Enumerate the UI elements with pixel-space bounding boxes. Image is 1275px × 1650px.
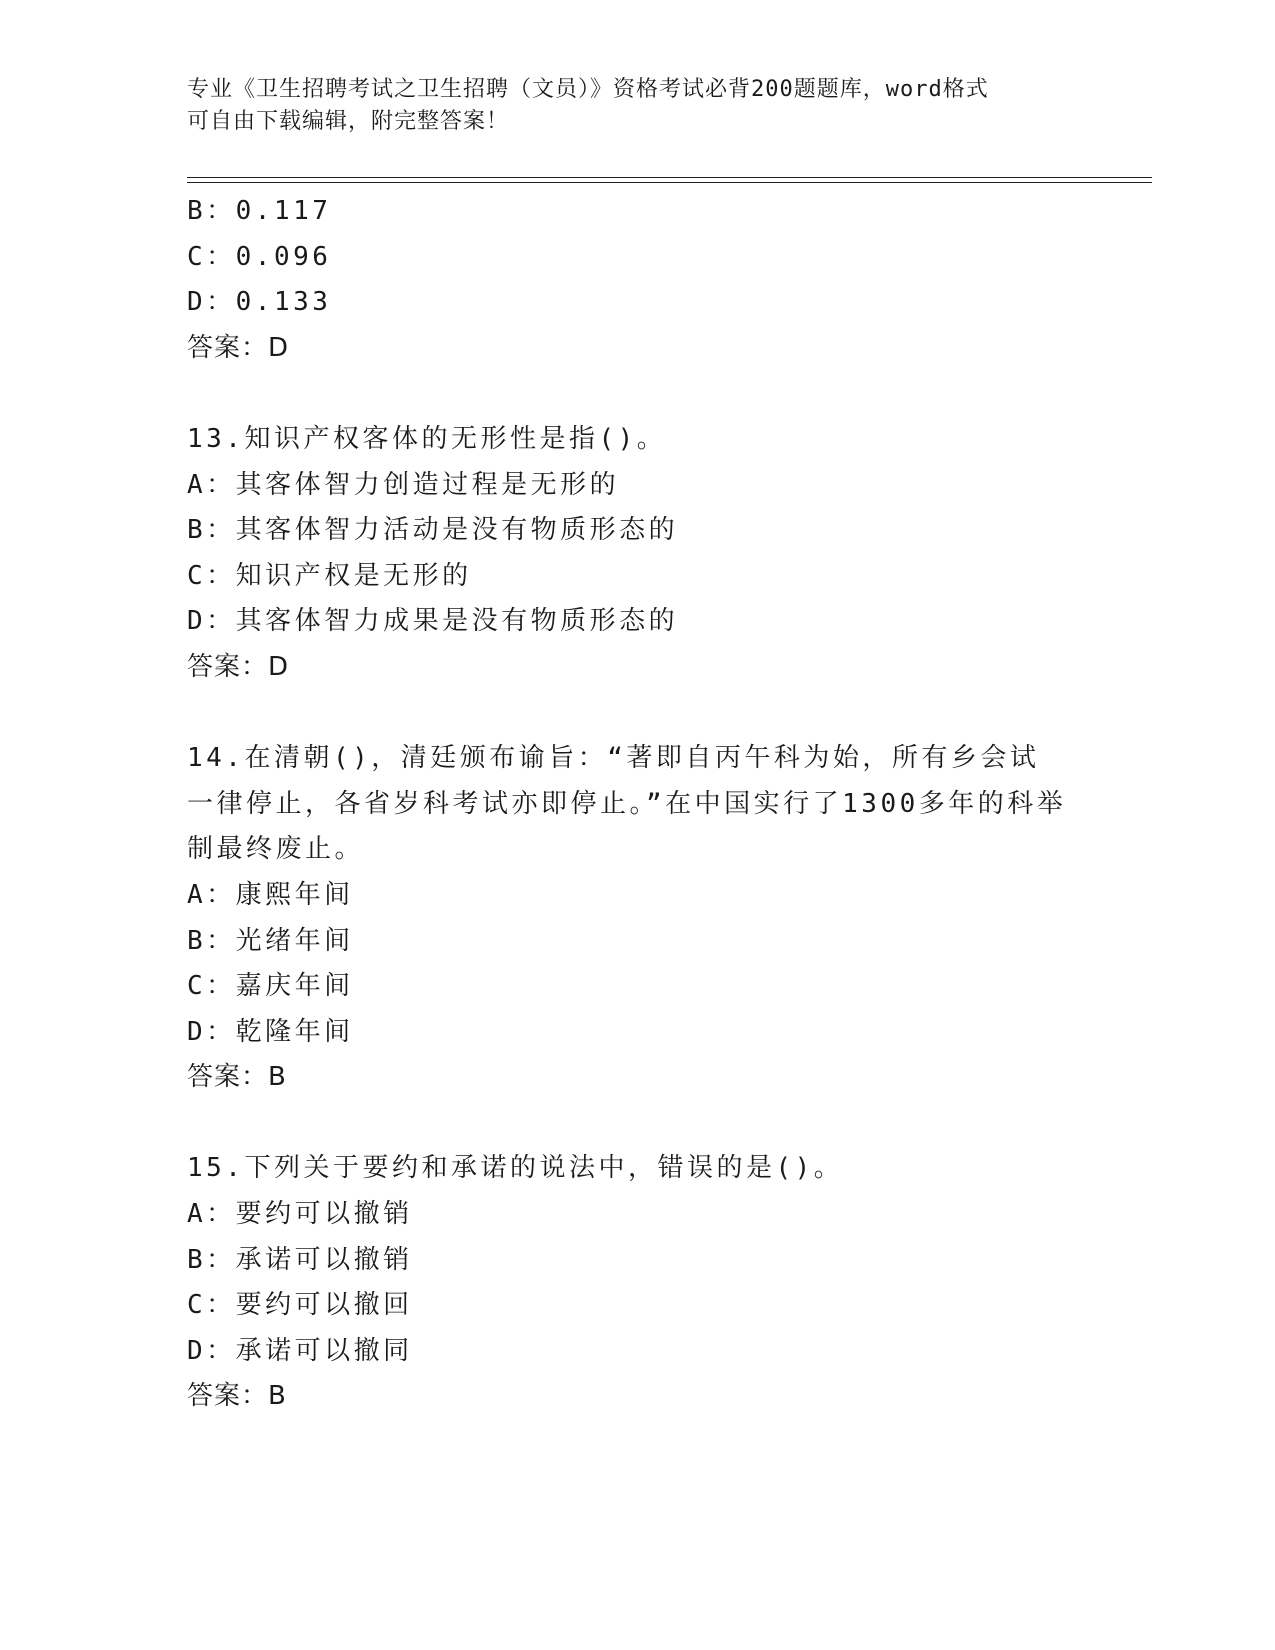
option-d: D：其客体智力成果是没有物质形态的 <box>187 606 679 637</box>
option-d: D：0.133 <box>187 287 332 318</box>
question-stem: 14.在清朝()，清廷颁布谕旨：“著即自丙午科为始，所有乡会试一律停止，各省岁科考试亦即停止。”在中国实行了1300多年的科举制最终废止。 <box>187 743 1067 865</box>
question-15 <box>187 1146 1087 1420</box>
answer-line: 答案：D <box>187 651 290 682</box>
option-d: D：乾隆年间 <box>187 1016 354 1047</box>
option-c: C：知识产权是无形的 <box>187 560 472 591</box>
answer-line: 答案：B <box>187 1062 287 1093</box>
question-13 <box>187 417 1087 691</box>
header-title-line-1: 专业《卫生招聘考试之卫生招聘（文员）》资格考试必背200题题库，word格式 <box>187 77 989 102</box>
option-b: B：其客体智力活动是没有物质形态的 <box>187 515 679 546</box>
answer-line: 答案：B <box>187 1381 287 1412</box>
option-a: A：其客体智力创造过程是无形的 <box>187 469 620 500</box>
option-a: A：要约可以撤销 <box>187 1199 413 1230</box>
option-a: A：康熙年间 <box>187 879 354 910</box>
document-header <box>187 74 1087 138</box>
option-b: B：光绪年间 <box>187 925 354 956</box>
question-12-tail <box>187 189 1087 371</box>
option-d: D：承诺可以撤同 <box>187 1335 413 1366</box>
question-stem: 15.下列关于要约和承诺的说法中，错误的是()。 <box>187 1153 844 1184</box>
question-14 <box>187 736 1087 1101</box>
spacer <box>187 1101 1087 1147</box>
header-divider-bottom <box>187 182 1152 183</box>
question-list <box>187 189 1087 1420</box>
option-b: B：0.117 <box>187 196 332 226</box>
spacer <box>187 371 1087 417</box>
option-b: B：承诺可以撤销 <box>187 1244 413 1275</box>
question-stem: 13.知识产权客体的无形性是指()。 <box>187 423 667 454</box>
option-c: C：0.096 <box>187 241 332 272</box>
answer-line: 答案：D <box>187 332 290 363</box>
header-divider-top <box>187 177 1152 178</box>
header-title-line-2: 可自由下载编辑，附完整答案！ <box>187 109 510 134</box>
option-c: C：嘉庆年间 <box>187 971 354 1002</box>
spacer <box>187 691 1087 737</box>
option-c: C：要约可以撤回 <box>187 1290 413 1321</box>
